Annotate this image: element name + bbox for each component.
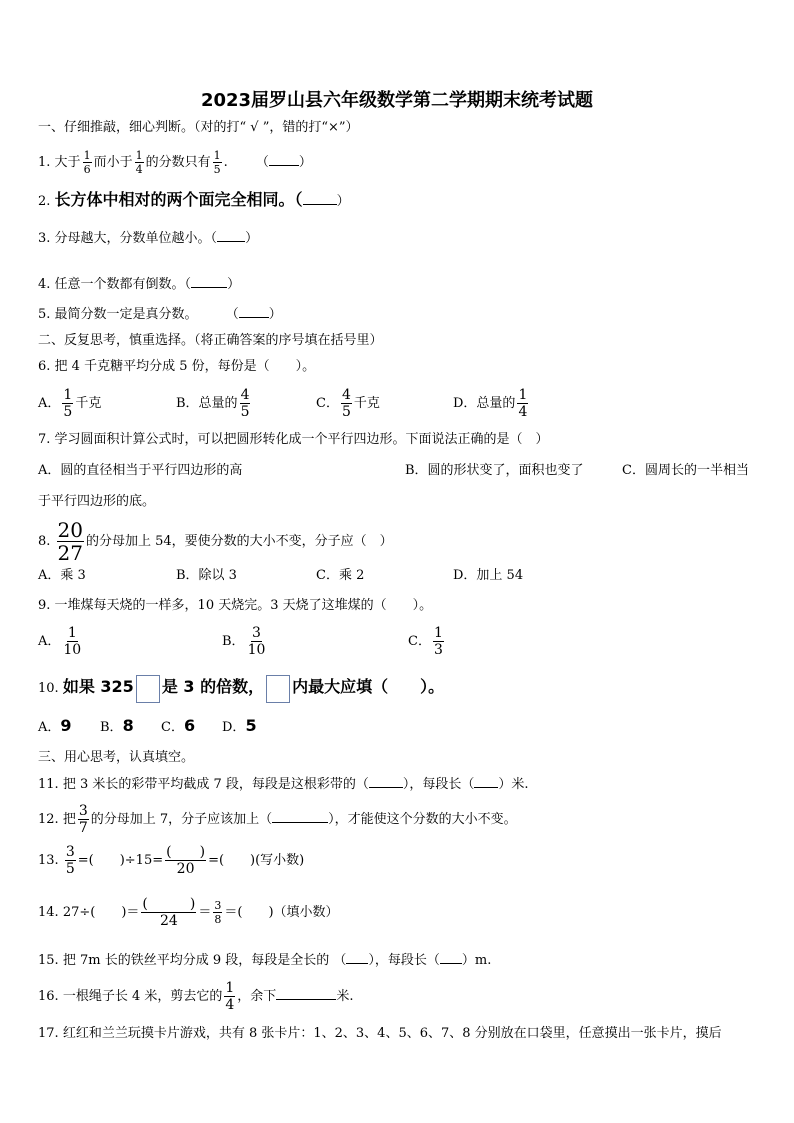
option-c[interactable]: C． $\frac{4}{5}$ 千克 — [316, 387, 380, 420]
answer-blank[interactable] — [474, 776, 498, 788]
option-b[interactable]: B．圆的形状变了，面积也变了 — [405, 463, 584, 478]
fraction: $\frac{4}{5}$ — [240, 387, 250, 420]
digit-box[interactable] — [136, 675, 160, 703]
fraction: $\frac{1}{4}$ — [518, 387, 528, 420]
section-2-heading: 二、反复思考，慎重选择。（将正确答案的序号填在括号里） — [38, 333, 383, 348]
question-6: 6. 把 4 千克糖平均分成 5 份，每份是（ ）。 — [38, 359, 316, 374]
question-16: 16. 一根绳子长 4 米，剪去它的 $\frac{1}{4}$ ，余下 米. — [38, 980, 354, 1013]
fraction: $\frac{1}{5}$ — [63, 387, 73, 420]
fraction: $\frac{3}{10}$ — [247, 625, 266, 658]
question-4: 4. 任意一个数都有倒数。（ ） — [38, 277, 241, 292]
option-c[interactable]: C．6 — [161, 716, 196, 735]
fraction: $\frac{3}{8}$ — [214, 899, 222, 926]
option-d[interactable]: D．加上 54 — [453, 568, 524, 583]
fraction: $\frac{( )}{20}$ — [166, 844, 206, 877]
question-1: 1. 大于 $\frac{1}{6}$ 而小于 $\frac{1}{4}$ 的分数只有 $\frac{1}{5}$ . （ ） — [38, 149, 312, 176]
fraction: $\frac{1}{5}$ — [213, 149, 221, 176]
question-5: 5. 最简分数一定是真分数。 （ ） — [38, 307, 282, 322]
answer-blank[interactable] — [239, 306, 269, 318]
answer-blank[interactable] — [303, 193, 337, 205]
section-3-heading: 三、用心思考，认真填空。 — [38, 750, 195, 765]
question-3: 3. 分母越大，分数单位越小。（ ） — [38, 231, 259, 246]
fraction: $\frac{( )}{24}$ — [142, 896, 196, 929]
answer-blank[interactable] — [440, 952, 462, 964]
fraction: $\frac{1}{3}$ — [433, 625, 443, 658]
fraction: $\frac{20}{27}$ — [57, 518, 83, 565]
question-9: 9. 一堆煤每天烧的一样多，10 天烧完。3 天烧了这堆煤的（ ）。 — [38, 598, 433, 613]
fraction: $\frac{1}{6}$ — [83, 149, 91, 176]
digit-box[interactable] — [266, 675, 290, 703]
option-a[interactable]: A．9 — [38, 716, 72, 735]
question-14: 14. 27÷( )＝ $\frac{( )}{24}$ ＝ $\frac{3}{8}$ ＝( )（填小数） — [38, 896, 339, 929]
question-13: 13. $\frac{3}{5}$ =( )÷15= $\frac{( )}{20}$ =( )(写小数) — [38, 844, 305, 877]
option-d[interactable]: D．5 — [222, 716, 257, 735]
option-c[interactable]: C． $\frac{1}{3}$ — [408, 625, 443, 658]
fraction: $\frac{3}{7}$ — [78, 803, 88, 836]
question-12: 12. 把 $\frac{3}{7}$ 的分母加上 7，分子应该加上（ ），才能使这个分数的大小不变。 — [38, 803, 517, 836]
fraction: $\frac{4}{5}$ — [341, 387, 351, 420]
option-c[interactable]: C．圆周长的一半相当 — [622, 463, 749, 478]
question-10: 10. 如果 325 是 3 的倍数， 内最大应填（ ）。 — [38, 674, 444, 703]
answer-blank[interactable] — [217, 230, 245, 242]
fraction: $\frac{1}{4}$ — [135, 149, 143, 176]
question-17: 17. 红红和兰兰玩摸卡片游戏，共有 8 张卡片：1、2、3、4、5、6、7、8 分别放在口袋里，任意摸出一张卡片，摸后 — [38, 1026, 722, 1041]
option-b[interactable]: B．8 — [100, 716, 134, 735]
option-c[interactable]: C．乘 2 — [316, 568, 365, 583]
option-d[interactable]: D．总量的 $\frac{1}{4}$ — [453, 387, 528, 420]
page-title: 2023届罗山县六年级数学第二学期期末统考试题 — [200, 90, 594, 111]
question-7: 7. 学习圆面积计算公式时，可以把圆形转化成一个平行四边形。下面说法正确的是（ ） — [38, 432, 549, 447]
question-8: 8. $\frac{20}{27}$ 的分母加上 54，要使分数的大小不变，分子应（ ） — [38, 518, 393, 565]
section-1-heading: 一、仔细推敲，细心判断。（对的打“ √ ”，错的打“×”） — [38, 120, 359, 135]
question-15: 15. 把 7m 长的铁丝平均分成 9 段，每段是全长的 （ ），每段长（ ）m. — [38, 953, 492, 968]
option-b[interactable]: B．除以 3 — [176, 568, 237, 583]
option-a[interactable]: A． $\frac{1}{5}$ 千克 — [38, 387, 102, 420]
fraction: $\frac{1}{4}$ — [225, 980, 235, 1013]
option-c-continued: 于平行四边形的底。 — [38, 494, 156, 509]
option-b[interactable]: B． $\frac{3}{10}$ — [222, 625, 266, 658]
answer-blank[interactable] — [269, 154, 299, 166]
q-number: 1. — [38, 155, 51, 170]
fraction: $\frac{1}{10}$ — [63, 625, 82, 658]
option-a[interactable]: A． $\frac{1}{10}$ — [38, 625, 82, 658]
option-a[interactable]: A．乘 3 — [38, 568, 86, 583]
answer-blank[interactable] — [191, 276, 227, 288]
answer-blank[interactable] — [272, 811, 328, 823]
answer-blank[interactable] — [369, 776, 403, 788]
answer-blank[interactable] — [276, 988, 336, 1000]
answer-blank[interactable] — [346, 952, 368, 964]
question-11: 11. 把 3 米长的彩带平均截成 7 段，每段是这根彩带的（ ），每段长（ ）米. — [38, 777, 529, 792]
option-b[interactable]: B．总量的 $\frac{4}{5}$ — [176, 387, 250, 420]
fraction: $\frac{3}{5}$ — [65, 844, 75, 877]
question-2: 2. 长方体中相对的两个面完全相同。（ ） — [38, 190, 350, 209]
option-a[interactable]: A．圆的直径相当于平行四边形的高 — [38, 463, 243, 478]
